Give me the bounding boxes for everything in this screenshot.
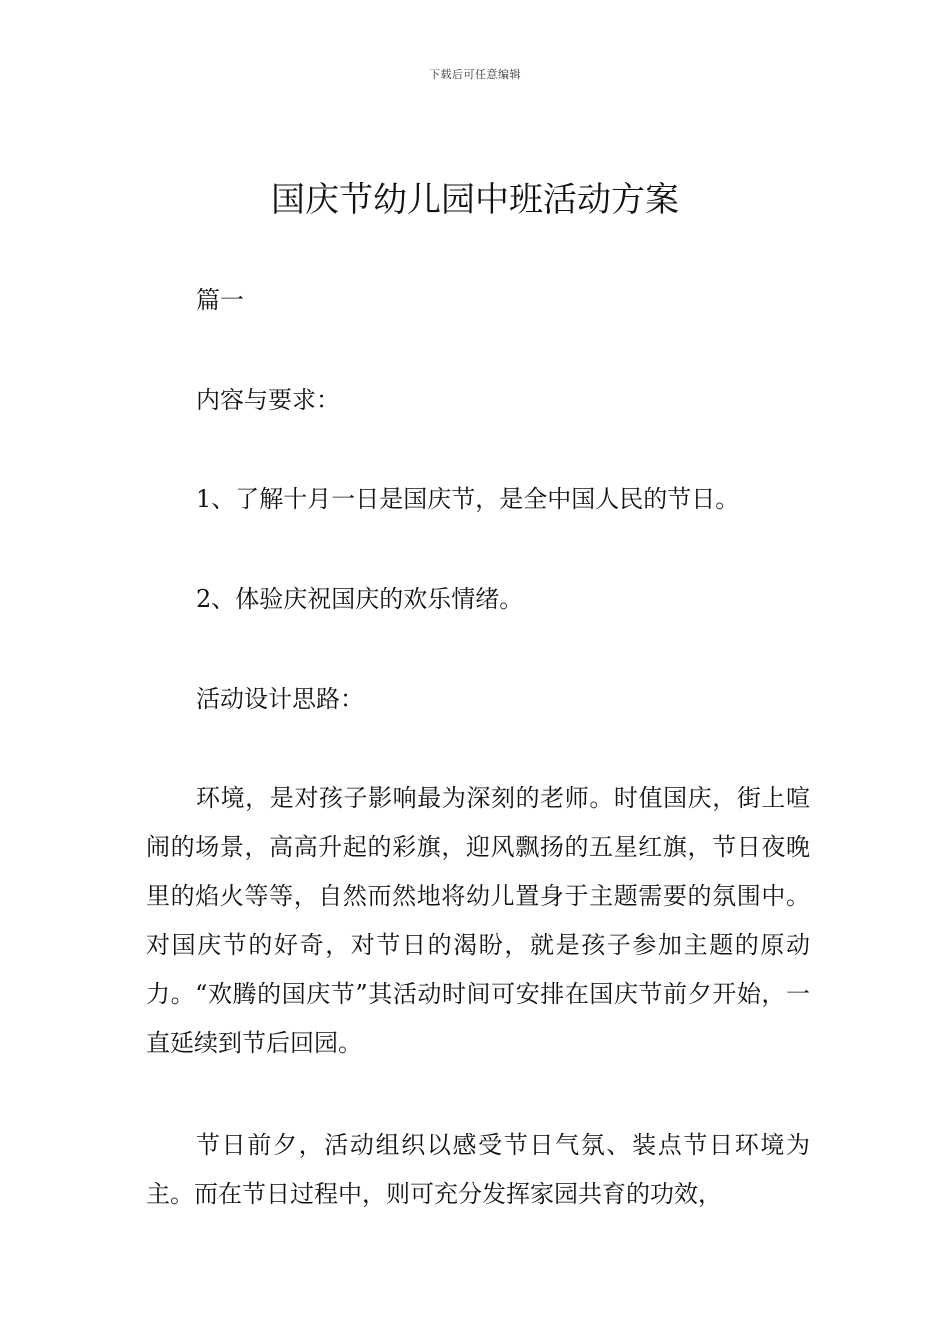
content-heading: 内容与要求： (196, 386, 340, 414)
body-paragraph-2: 节日前夕，活动组织以感受节日气氛、装点节日环境为主。而在节日过程中，则可充分发挥家园共育的功效， (146, 1131, 810, 1208)
design-heading: 活动设计思路： (196, 685, 364, 713)
requirement-item-1: 1、了解十月一日是国庆节，是全中国人民的节日。 (196, 485, 740, 513)
document-title: 国庆节幼儿园中班活动方案 (271, 180, 679, 220)
body-paragraph-1: 环境，是对孩子影响最为深刻的老师。时值国庆，街上喧闹的场景，高高升起的彩旗，迎风飘扬的五星红旗，节日夜晚里的焰火等等，自然而然地将幼儿置身于主题需要的氛围中。对国庆节的好奇，对节日的渴盼，就是孩子参加主题的原动力。“欢腾的国庆节”其活动时间可安排在国庆节前夕开始，一直延续到节后回园。 (146, 784, 810, 1057)
requirement-item-2: 2、体验庆祝国庆的欢乐情绪。 (196, 585, 524, 613)
section-label: 篇一 (196, 286, 244, 314)
header-note: 下载后可任意编辑 (429, 68, 521, 81)
